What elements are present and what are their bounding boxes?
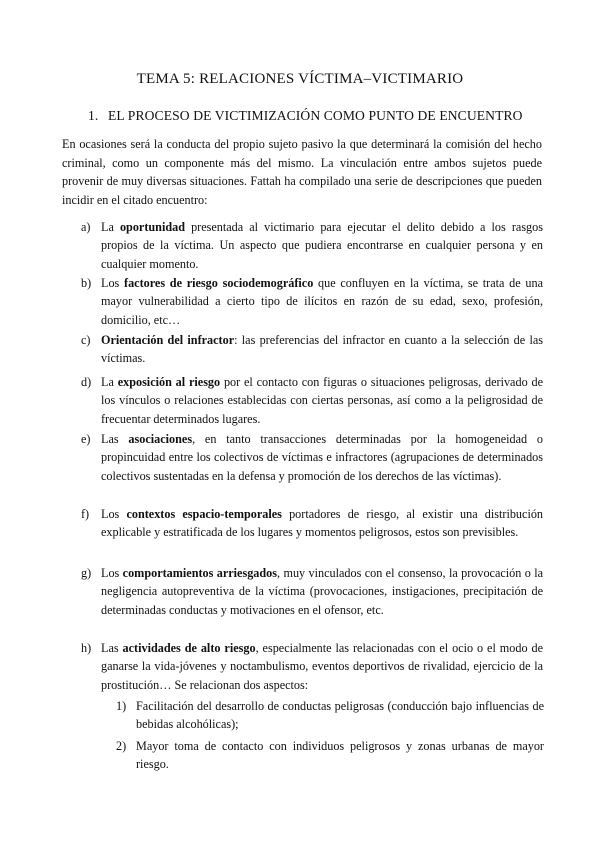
item-text: Las	[101, 641, 123, 655]
item-text: portadores de riesgo, al existir una distribución explicable y estratificada de los lugares y momentos peligrosos, estos son previsibles.	[101, 507, 544, 540]
item-text: que confluyen en la víctima, se trata de una mayor vulnerabilidad a cierto tipo de ilícitos en razón de su edad, sexo, profesión, domicilio, etc…	[101, 276, 543, 327]
list-marker: g)	[81, 566, 92, 580]
list-item	[81, 505, 543, 542]
list-marker: h)	[81, 641, 92, 655]
sub-list-marker: 2)	[116, 739, 127, 753]
intro-paragraph: En ocasiones será la conducta del propio sujeto pasivo la que determinará la comisión del hecho criminal, como un componente más del mismo. La vinculación entre ambos sujetos puede provenir de muy diversas situaciones. Fattah ha compilado una serie de descripciones que pueden incidir en el citado encuentro:	[62, 137, 542, 207]
list-marker: e)	[81, 432, 91, 446]
section-heading	[88, 108, 523, 124]
item-text: presentada al victimario para ejecutar el delito debido a los rasgos propios de la víctima. Un aspecto que pudiera encontrarse en cualquier persona y en cualquier momento.	[101, 220, 543, 271]
list-item	[81, 274, 543, 329]
item-text: Los	[101, 276, 125, 290]
sub-item-text: Facilitación del desarrollo de conductas peligrosas (conducción bajo influencias de bebidas alcohólicas);	[136, 699, 544, 732]
list-item	[81, 331, 543, 368]
item-keyword: oportunidad	[119, 220, 185, 234]
list-item	[81, 430, 543, 485]
item-keyword: exposición al riesgo	[117, 375, 221, 389]
item-text: por el contacto con figuras o situaciones peligrosas, derivado de los vínculos o relaciones establecidas con ciertas personas, así como a la peligrosidad de frecuentar determinados lugares.	[101, 375, 543, 426]
list-item	[81, 639, 543, 694]
sub-item-text: Mayor toma de contacto con individuos peligrosos y zonas urbanas de mayor riesgo.	[136, 739, 544, 772]
item-keyword: Orientación del infractor	[101, 333, 235, 347]
section-number: 1.	[88, 108, 99, 123]
item-text: La	[101, 375, 118, 389]
sub-list-item	[116, 697, 544, 734]
list-marker: c)	[81, 333, 91, 347]
item-text: Los	[101, 507, 127, 521]
item-keyword: comportamientos arriesgados	[122, 566, 278, 580]
sub-list-marker: 1)	[116, 699, 127, 713]
item-text: La	[101, 220, 120, 234]
item-text: Los	[101, 566, 123, 580]
item-text: , muy vinculados con el consenso, la provocación o la negligencia autopreventiva de la víctima (provocaciones, instigaciones, precipitación de determinadas conductas y motivaciones en el ofensor, etc.	[101, 566, 544, 617]
page-title: TEMA 5: RELACIONES VÍCTIMA–VICTIMARIO	[136, 71, 464, 87]
list-marker: d)	[81, 375, 92, 389]
list-marker: a)	[81, 220, 91, 234]
item-keyword: factores de riesgo sociodemográfico	[124, 276, 314, 290]
list-item	[81, 218, 543, 273]
item-text: , especialmente las relacionadas con el ocio o el modo de ganarse la vida-jóvenes y noctambulismo, eventos deportivos de rivalidad, ejercicio de la prostitución… Se relacionan dos aspectos:	[101, 641, 544, 692]
list-item	[81, 373, 543, 428]
list-marker: f)	[81, 507, 90, 521]
item-keyword: contextos espacio-temporales	[126, 507, 282, 521]
sub-list-item	[116, 737, 544, 774]
item-keyword: asociaciones	[128, 432, 193, 446]
section-heading-text: EL PROCESO DE VICTIMIZACIÓN COMO PUNTO DE ENCUENTRO	[108, 108, 523, 123]
list-marker: b)	[81, 276, 92, 290]
list-item	[81, 564, 543, 619]
item-keyword: actividades de alto riesgo	[122, 641, 256, 655]
item-text: Las	[101, 432, 129, 446]
item-text: , en tanto transacciones determinadas por la homogeneidad o propincuidad entre los colectivos de víctimas e infractores (agrupaciones de determinados colectivos sustentadas en la defensa y promoción de los derechos de las víctimas).	[101, 432, 543, 483]
item-text: : las preferencias del infractor en cuanto a la selección de las víctimas.	[101, 333, 543, 366]
